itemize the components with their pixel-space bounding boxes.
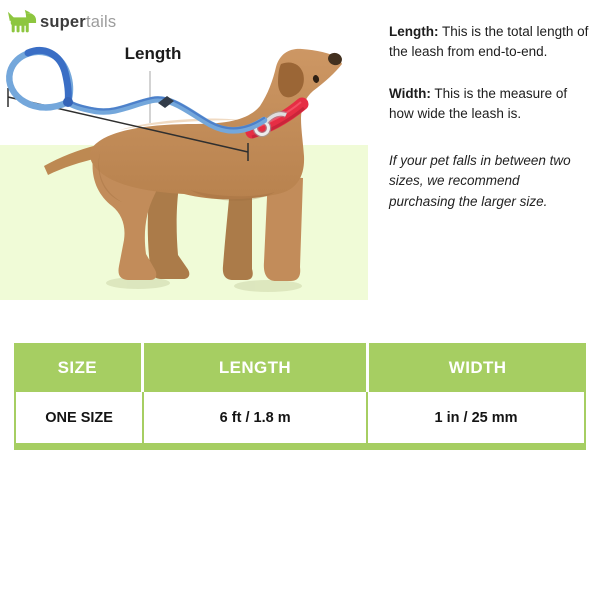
length-desc: This is the total length of the leash from end-to-end. [389,24,589,60]
brand-name [40,13,116,32]
size-table-header-row [14,343,586,392]
length-definition [389,22,589,63]
sizing-note: If your pet falls in between two sizes, we recommend purchasing the larger size. [389,153,571,209]
width-term: Width: [389,85,431,101]
cell-size-value: ONE SIZE [16,392,142,443]
length-term: Length: [389,24,439,39]
cell-width-value: 1 in / 25 mm [368,392,584,443]
leash-diagram [0,40,380,335]
brand-logo [7,9,116,35]
length-measure-label: Length [124,44,182,63]
dog-icon [7,9,37,35]
brand-name-bold: super [40,12,86,31]
width-desc: This is the measure of how wide the leash is. [389,85,568,121]
brand-name-light: tails [85,12,117,31]
puppy-leash-illustration [0,40,380,335]
width-definition [389,84,589,125]
header-width: WIDTH [369,343,586,392]
header-size: SIZE [14,343,141,392]
size-table [14,343,586,450]
info-column [389,22,589,233]
header-length: LENGTH [144,343,367,392]
cell-length-value: 6 ft / 1.8 m [144,392,366,443]
size-table-data-row [14,392,586,443]
